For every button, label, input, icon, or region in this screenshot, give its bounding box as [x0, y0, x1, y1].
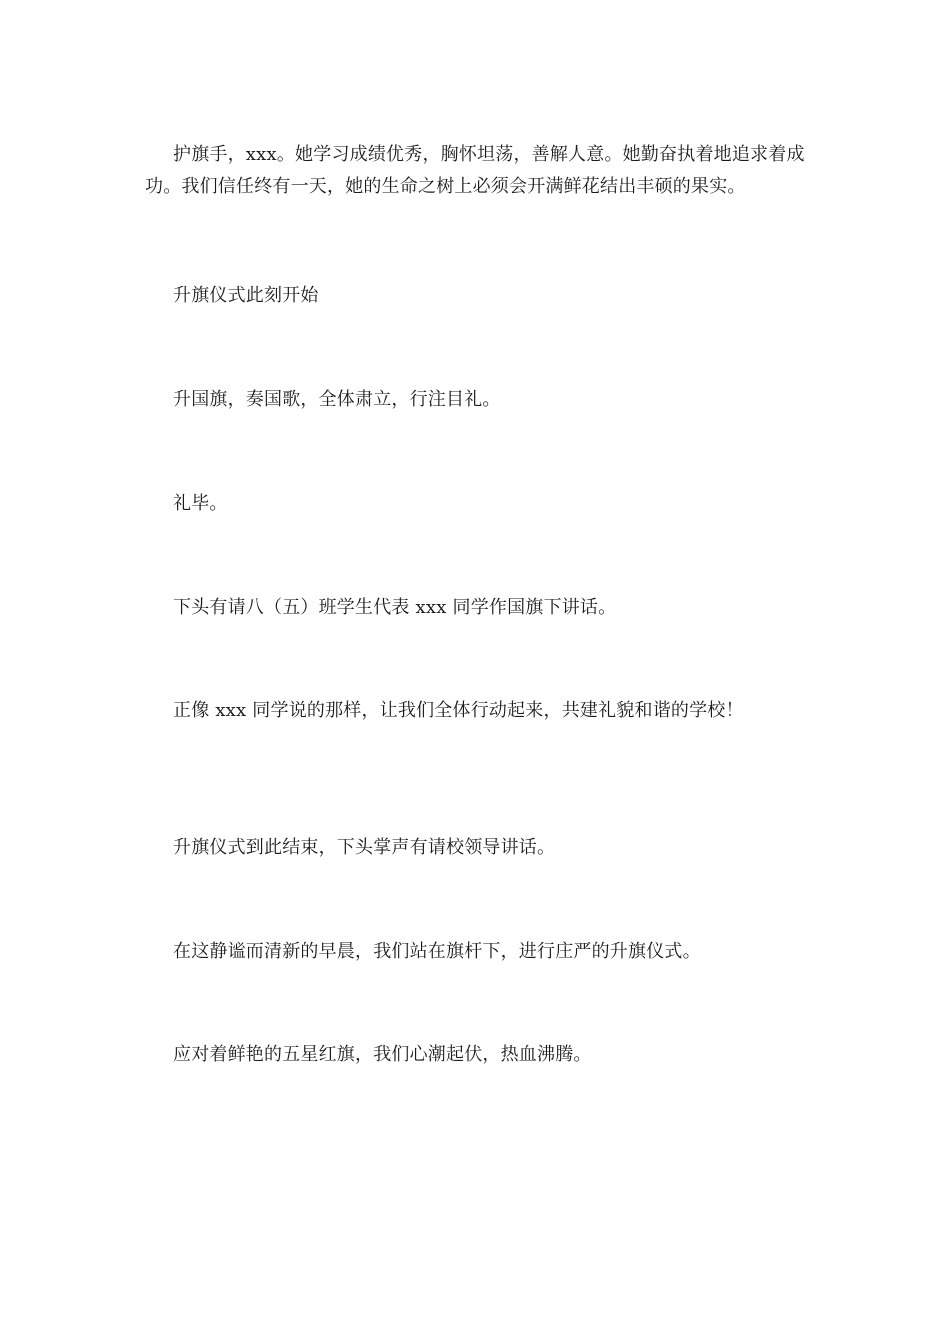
- paragraph-morning-scene: 在这静谧而清新的早晨，我们站在旗杆下，进行庄严的升旗仪式。: [173, 941, 701, 962]
- paragraph-ceremony-start: 升旗仪式此刻开始: [173, 285, 319, 306]
- paragraph-raise-flag: 升国旗，奏国歌，全体肃立，行注目礼。: [173, 389, 501, 410]
- paragraph-speech-response: 正像 xxx 同学说的那样，让我们全体行动起来，共建礼貌和谐的学校！: [173, 700, 744, 721]
- paragraph-flag-emotion: 应对着鲜艳的五星红旗，我们心潮起伏，热血沸腾。: [173, 1044, 592, 1065]
- paragraph-student-speech-invite: 下头有请八（五）班学生代表 xxx 同学作国旗下讲话。: [173, 597, 617, 618]
- paragraph-ceremony-end: 升旗仪式到此结束，下头掌声有请校领导讲话。: [173, 837, 556, 858]
- paragraph-salute-complete: 礼毕。: [173, 493, 228, 514]
- paragraph-flag-guard-intro: 护旗手，xxx。她学习成绩优秀，胸怀坦荡，善解人意。她勤奋执着地追求着成功。我们信任终有一天，她的生命之树上必须会开满鲜花结出丰硕的果实。: [145, 144, 805, 197]
